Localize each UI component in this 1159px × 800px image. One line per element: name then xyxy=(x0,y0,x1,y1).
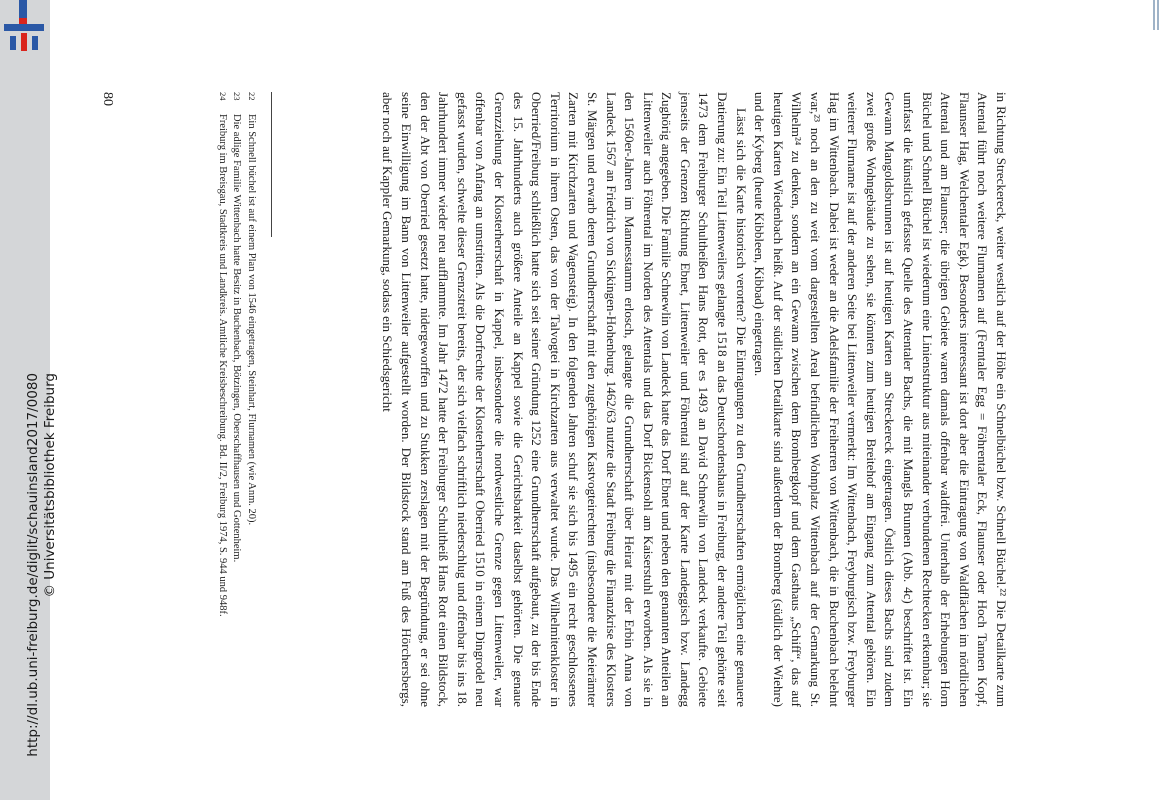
page-number: 80 xyxy=(100,92,115,106)
footnote-text: Ein Schnell büchel ist auf einem Plan von 1546 eingetragen, Steinhart, Flurnamen (wie Anm. 20). xyxy=(246,114,257,526)
copyright-notice: © Universitätsbibliothek Freiburg xyxy=(42,373,58,598)
university-logo-icon xyxy=(4,0,44,56)
source-url[interactable]: http://dl.ub.uni-freiburg.de/diglit/schauinsland2017/0080 xyxy=(25,373,41,757)
footnote-divider xyxy=(271,92,272,237)
footnote xyxy=(245,92,259,707)
footnote-number: 22 xyxy=(247,92,257,101)
sidebar-caption xyxy=(25,373,59,773)
footnote-text: Freiburg im Breisgau, Stadtkreis und Landkreis. Amtliche Kreisbeschreibung. Bd. II/2, Freiburg 1974, S. 944 und 948f. xyxy=(217,114,228,617)
document-page xyxy=(95,92,1010,707)
footnote xyxy=(230,92,244,707)
scan-edge-mark xyxy=(1153,0,1159,30)
paragraph: Lässt sich die Karte historisch verorten? Die Eintragungen zu den Grundherrschaften ermöglichen eine genauere Datierung zu: Ein Teil Littenweilers gelangte 1518 an das Deutschordenshaus in Freiburg, der andere Teil gehörte seit 1473 dem Freiburger Schultheißen Hans Rott, der es 1493 an David Schnewlin von Landeck verkaufte. Gebiete jenseits der Grenzen Richtung Ebnet, Littenweiler und Föhrental sind auf der Karte Landeggisch bzw. Landegg Zughörig angegeben. Die Familie Schnewlin von Landeck hatte das Dorf Ebnet und neben den genannten Anteilen an Littenweiler auch Föhrental im Norden des Attentals und das Dorf Bickensohl am Kaiserstuhl erworben. Als sie in den 1560er-Jahren im Mannesstamm erlosch, gelangte die Grundherrschaft über Heirat mit der Erbin Anna von Landeck 1567 an Friedrich von Sickingen-Hohenburg. 1462/63 nutzte die Stadt Freiburg die Finanzkrise des Klosters St. Märgen und erwarb deren Grundherrschaft mit den zugehörigen Kastvogteirechten (insbesondere die Meierämter Zarten mit Kirchzarten und Wagensteig). In den folgenden Jahren schuf sie sich bis 1495 ein recht geschlossenes Territorium in ihrem Osten, das von der Talvogtei in Kirchzarten aus verwaltet wurde. Das Wilhelmitenkloster in Oberried/Freiburg schließlich hatte sich seit seiner Gründung 1252 eine Grundherrschaft aufgebaut, zu der bis Ende des 15. Jahrhunderts auch größere Anteile an Kappel sowie die Gerichtsbarkeit daselbst gehörten. Die genaue Grenzziehung der Klosterherrschaft in Kappel, insbesondere die nordwestliche Grenze gegen Littenweiler, war offenbar von Anfang an umstritten. Als die Dorfrechte der Klosterherrschaft Oberried 1510 in einem Dingrodel neu gefasst wurden, schwelte dieser Grenzstreit bereits, der sich vielfach schriftlich niederschlug und offenbar bis ins 18. Jahrhundert immer wieder neu aufflammte. Im Jahr 1472 hatte der Freiburger Schultheiß Hans Rott einen Bildstock, den der Abt von Oberried gesetzt hatte, nidergeworffen und zu Stukken zerslagen mit der Begründung, er sei ohne seine Einwilligung im Bann von Littenweiler aufgestellt worden. Der Bildstock stand am Fuß des Hörchersbergs, aber noch auf Kappler Gemarkung, sodass ein Schiedsgericht xyxy=(380,92,749,707)
footnotes xyxy=(215,92,259,707)
viewer-sidebar xyxy=(0,0,58,800)
footnote xyxy=(216,92,230,707)
footnote-number: 24 xyxy=(218,92,228,101)
body-text xyxy=(378,92,1010,707)
footnote-number: 23 xyxy=(232,92,243,101)
paragraph: in Richtung Streckereck, weiter westlich auf der Höhe ein Schnelbüchel bzw. Schnell Büchel.²² Die Detailkarte zum Attental führt noch weitere Flurnamen auf (Ferntaler Egg = Föhrentaler Eck, Flaunser oder Hoch Tannen Kopf, Flaunser Hag, Welchentaler Egk). Besonders interessant ist dort aber die Eintragung von Waldflächen im nördlichen Attental und am Flaunser; die übrigen Gebiete waren damals offenbar waldfrei. Unterhalb der Erhebungen Horn Büchel und Schnell Büchel ist wiederum eine Linienstruktur aus miteinander verbundenen Rechtecken erkennbar; sie umfasst die künstlich gefasste Quelle des Attentaler Bachs, die mit Mangls Brunnen (Abb. 4c) beschriftet ist. Ein Gewann Mangoldsbrunnen ist auf heutigen Karten am Streckereck eingetragen. Östlich dieses Bachs sind zudem zwei große Wohngebäude zu sehen, sie könnten zum heutigen Breitehof am Eingang zum Attental gehören. Ein weiterer Flurname ist auf der anderen Seite bei Littenweiler vermerkt: Im Wittenbach, Freyburgisch bzw. Freyburger Hag im Wittenbach. Dabei ist weder an die Adelsfamilie der Freiherren von Wittenbach, die in Buchenbach belehnt war,²³ noch an den zu weit vom dargestellten Areal befindlichen Wohnplatz Wittenbach auf der Gemarkung St. Wilhelm²⁴ zu denken, sondern an ein Gewann zwischen dem Bromberg​kopf und dem Gasthaus „Schiff“, das auf heutigen Karten Wiedenbach heißt. Auf der südlichen Detailkarte sind außerdem der Bromberg (südlich der Wiehre) und der Kyberg (heute Kibbleen, Kibbad) eingetragen. xyxy=(752,92,1009,707)
footnote-text: Die adlige Familie Wittenbach hatte Besitz in Buchenbach, Bötzingen, Oberschaffhausen und Gottenheim. xyxy=(231,114,243,563)
